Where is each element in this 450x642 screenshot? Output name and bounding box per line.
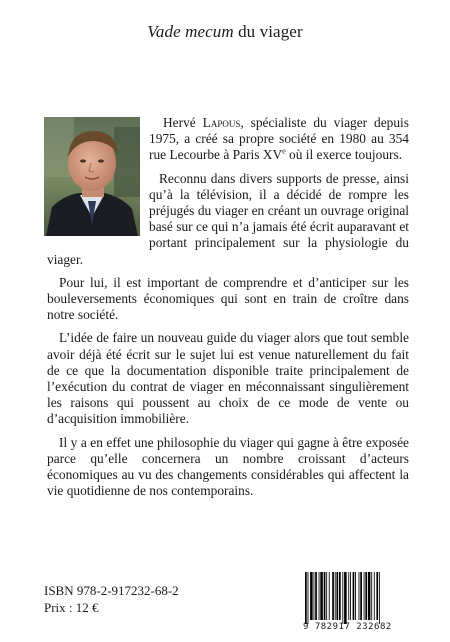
barcode-bar <box>326 572 327 620</box>
barcode-bar <box>324 572 326 620</box>
book-title <box>0 22 450 42</box>
barcode-bar <box>348 572 349 620</box>
barcode-bar <box>371 572 372 620</box>
author-last-name: Lapous <box>202 115 241 130</box>
paragraph-5: Il y a en effet une philosophie du viager qui gagne à être exposée parce qu’elle concernera un nombre croissant d’acteurs économiques au vu des changements considérables qui affectent la vie quotidienne de nos contemporains. <box>47 434 409 499</box>
barcode-bar <box>319 572 320 620</box>
barcode-bar <box>339 572 341 620</box>
barcode-bar <box>314 572 315 620</box>
paragraph-1-text: , spécialiste du viager depuis 1975, a créé sa propre société en 1980 au 354 rue Lecourbe à Paris XV <box>149 115 409 163</box>
blurb-text <box>47 115 409 506</box>
isbn-number: ISBN 978-2-917232-68-2 <box>44 583 179 598</box>
barcode-bar <box>360 572 362 620</box>
arrondissement-superscript: e <box>282 146 286 156</box>
barcode-bar <box>379 572 380 624</box>
barcode-bar <box>364 572 365 620</box>
barcode-bar <box>342 572 343 624</box>
barcode-bar <box>368 572 371 620</box>
barcode-bar <box>310 572 313 620</box>
paragraph-4: L’idée de faire un nouveau guide du viager alors que tout semble avoir déjà été écrit sur le sujet lui est venue naturellement du fait de ce que la documentation disponible traite principalement de l’exécution du contrat de viager en méconnaissant singulièrement les raisons qui poussent au choix de ce mode de vente ou d’acquisition immobilière. <box>47 330 409 427</box>
barcode <box>303 572 409 624</box>
barcode-bar <box>376 572 378 620</box>
isbn-block <box>44 582 179 616</box>
price: Prix : 12 € <box>44 600 99 615</box>
barcode-bar <box>332 572 334 620</box>
barcode-bar <box>344 572 347 624</box>
book-title-rest: du viager <box>233 22 303 41</box>
barcode-bar <box>355 572 356 620</box>
barcode-bar <box>305 572 307 624</box>
barcode-bar <box>374 572 375 620</box>
ean13-barcode-icon <box>303 572 409 624</box>
barcode-bar <box>329 572 330 620</box>
barcode-bar <box>315 572 317 620</box>
barcode-bar <box>365 572 367 620</box>
barcode-bar <box>350 572 351 620</box>
barcode-digits: 9 782917 232682 <box>303 622 392 632</box>
paragraph-2: Reconnu dans divers supports de presse, ainsi qu’à la télévision, il a décidé de rompre les préjugés du viager en créant un ouvrage original basé sur ce qui n’a jamais été écrit auparavant et portant principalement sur la physiologie du viager. <box>47 170 409 267</box>
book-title-italic: Vade mecum <box>147 22 234 41</box>
author-first-name: Hervé <box>163 115 196 130</box>
barcode-bar <box>353 572 355 620</box>
barcode-bar <box>308 572 309 624</box>
barcode-bar <box>336 572 338 620</box>
paragraph-1-end: où il exerce toujours. <box>285 147 403 163</box>
paragraph-3: Pour lui, il est important de comprendre et d’anticiper sur les bouleversements économiques qui sont en train de croître dans notre société. <box>47 274 409 323</box>
barcode-bar <box>320 572 323 620</box>
barcode-bar <box>359 572 360 620</box>
barcode-bar <box>335 572 336 620</box>
